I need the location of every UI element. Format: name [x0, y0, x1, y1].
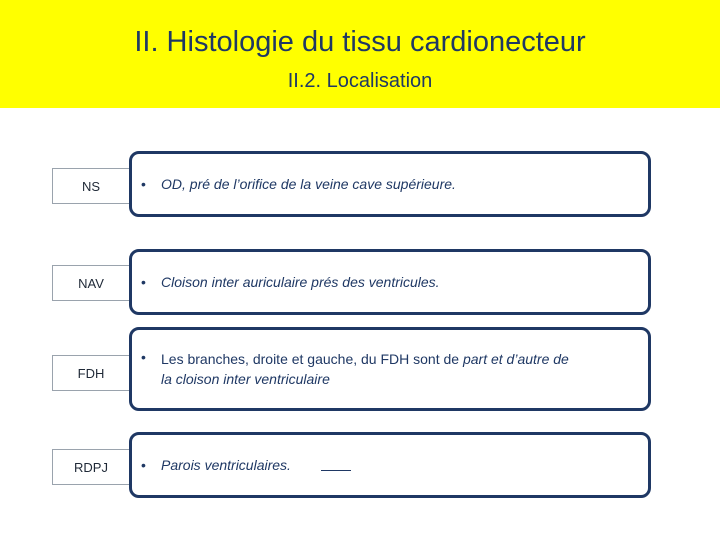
label-rdpj: RDPJ [52, 449, 130, 485]
text-rdpj: Parois ventriculaires. [161, 457, 291, 473]
content-box-nav [129, 249, 651, 315]
text-fdh-italic-2: la cloison inter ventriculaire [161, 371, 330, 387]
bullet-rdpj: • [141, 457, 146, 473]
label-nav: NAV [52, 265, 130, 301]
content-box-ns [129, 151, 651, 217]
page-subtitle: II.2. Localisation [287, 70, 433, 92]
underline-mark [321, 470, 351, 471]
bullet-ns: • [141, 176, 146, 192]
page-title: II. Histologie du tissu cardionecteur [134, 26, 586, 58]
bullet-nav: • [141, 274, 146, 290]
text-fdh [161, 349, 569, 389]
text-ns: OD, pré de l’orifice de la veine cave supérieure. [161, 176, 456, 192]
content-box-fdh [129, 327, 651, 411]
label-fdh: FDH [52, 355, 130, 391]
text-fdh-italic-1: part et d’autre de [462, 351, 569, 367]
label-ns: NS [52, 168, 130, 204]
bullet-fdh: • [141, 349, 146, 365]
text-fdh-normal: Les branches, droite et gauche, du FDH sont de [161, 351, 463, 367]
title-banner [0, 0, 720, 108]
content-box-rdpj [129, 432, 651, 498]
text-nav: Cloison inter auriculaire prés des ventricules. [161, 274, 440, 290]
